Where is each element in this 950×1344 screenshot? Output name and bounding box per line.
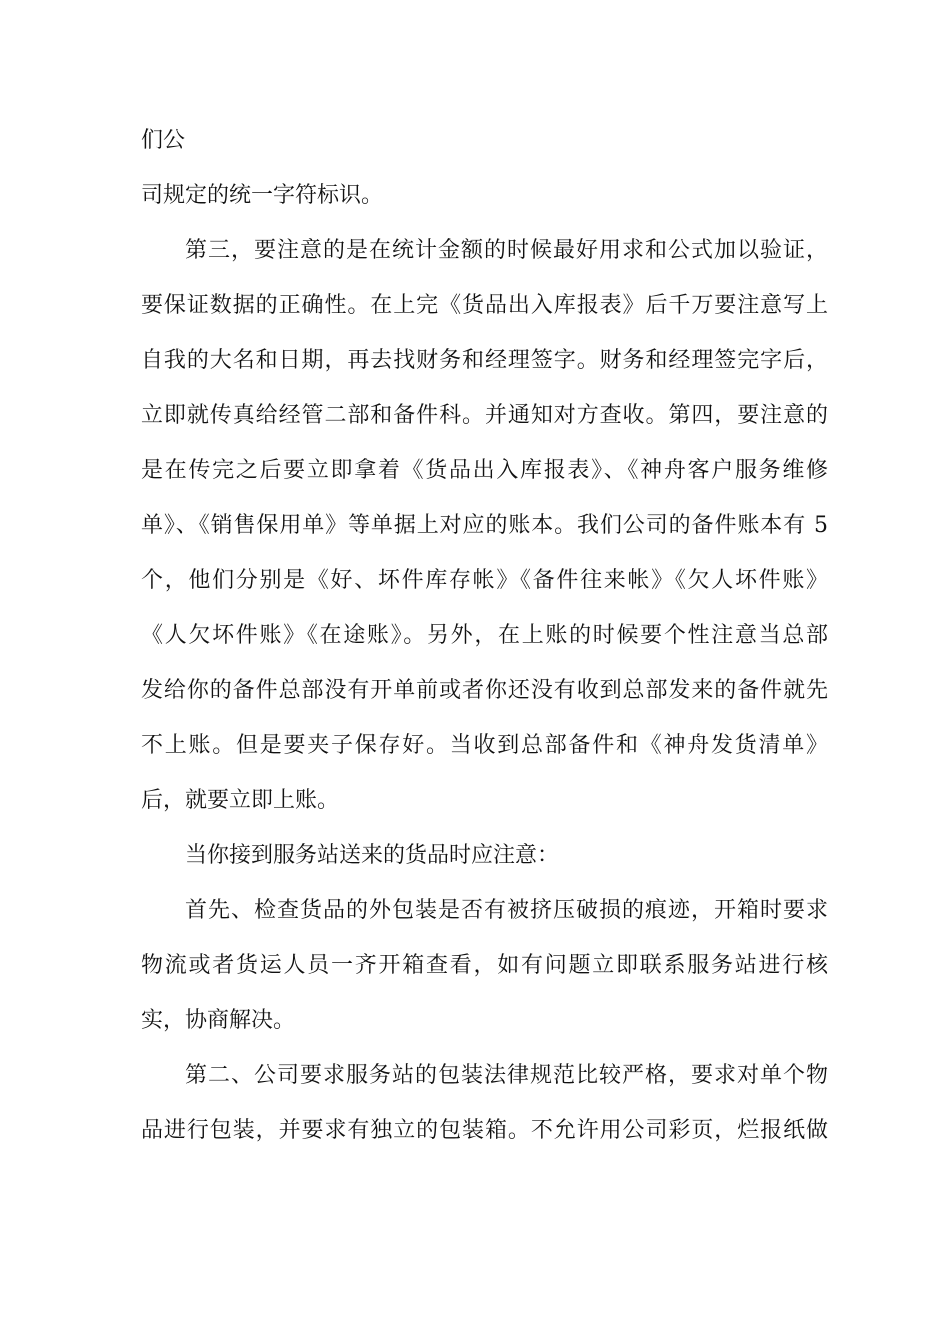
text-line-4: 要保证数据的正确性。在上完《货品出入库报表》后千万要注意写上 [141,293,829,318]
text-line-8: 单》、《销售保用单》等单据上对应的账本。我们公司的备件账本有 5 [141,513,829,538]
paragraph-start-line: 当你接到服务站送来的货品时应注意： [185,843,560,868]
text-line-17: 实，协商解决。 [141,1008,296,1033]
text-line-9: 个，他们分别是《好、坏件库存帐》《备件往来帐》《欠人坏件账》 [141,568,830,593]
text-line-5: 自我的大名和日期，再去找财务和经理签字。财务和经理签完字后， [141,348,829,373]
text-line-11: 发给你的备件总部没有开单前或者你还没有收到总部发来的备件就先 [141,678,829,703]
paragraph-start-line: 第三，要注意的是在统计金额的时候最好用求和公式加以验证， [185,238,830,263]
paragraph-start-line: 第二、公司要求服务站的包装法律规范比较严格，要求对单个物 [185,1063,830,1088]
text-line-13: 后，就要立即上账。 [141,788,340,813]
text-line-12: 不上账。但是要夹子保存好。当收到总部备件和《神舟发货清单》 [141,733,830,758]
text-line-2: 司规定的统一字符标识。 [141,183,384,208]
text-line-1: 们公 [141,128,186,153]
paragraph-start-line: 首先、检查货品的外包装是否有被挤压破损的痕迹，开箱时要求 [185,898,830,923]
text-line-6: 立即就传真给经管二部和备件科。并通知对方查收。第四，要注意的 [141,403,829,428]
text-line-10: 《人欠坏件账》《在途账》。另外，在上账的时候要个性注意当总部 [141,623,830,648]
text-line-16: 物流或者货运人员一齐开箱查看，如有问题立即联系服务站进行核 [141,953,830,978]
text-line-19: 品进行包装，并要求有独立的包装箱。不允许用公司彩页，烂报纸做 [141,1118,829,1143]
text-line-7: 是在传完之后要立即拿着《货品出入库报表》、《神舟客户服务维修 [141,458,830,483]
